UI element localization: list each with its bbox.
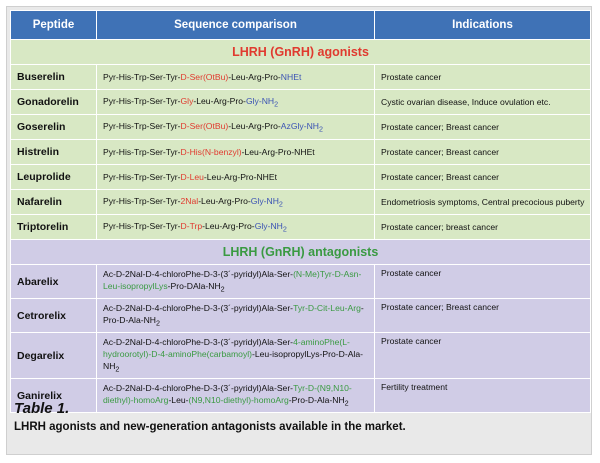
sequence-segment: 2 bbox=[319, 125, 323, 134]
sequence-segment: 2 bbox=[274, 100, 279, 109]
header-sequence: Sequence comparison bbox=[97, 11, 375, 40]
peptide-name: Triptorelin bbox=[11, 215, 97, 240]
table-row bbox=[11, 65, 591, 90]
header-indications: Indications bbox=[375, 11, 591, 40]
sequence-segment: -Leu-Arg-Pro- bbox=[228, 72, 281, 82]
sequence-segment: Gly bbox=[180, 95, 194, 106]
peptide-table bbox=[10, 10, 591, 413]
sequence-segment: 2 bbox=[344, 399, 349, 408]
peptide-name: Abarelix bbox=[11, 265, 97, 299]
sequence-segment: Pyr-His-Trp-Ser-Tyr- bbox=[103, 120, 181, 131]
sequence-segment: 4-aminoPhe(L-hydroorotyl)-D-4-aminoPhe(carbamoyl) bbox=[103, 336, 350, 359]
sequence-segment: Gly-NH bbox=[250, 195, 279, 206]
caption-title: Table 1. bbox=[14, 400, 70, 417]
table-row bbox=[11, 333, 591, 379]
peptide-name: Cetrorelix bbox=[11, 299, 97, 333]
peptide-name: Histrelin bbox=[11, 140, 97, 165]
sequence-cell bbox=[97, 115, 375, 140]
sequence-segment: Pyr-His-Trp-Ser-Tyr- bbox=[103, 72, 181, 82]
sequence-segment: Ac-D-2Nal-D-4-chloroPhe-D-3-(3´-pyridyl)Ala-Ser- bbox=[103, 268, 294, 279]
header-peptide: Peptide bbox=[11, 11, 97, 40]
sequence-segment: -Pro-D-Ala-NH bbox=[288, 394, 345, 405]
section-title-antagonists: LHRH (GnRH) antagonists bbox=[11, 240, 591, 265]
sequence-segment: D-Leu bbox=[180, 172, 204, 182]
peptide-name: Ganirelix bbox=[11, 379, 97, 413]
table-row bbox=[11, 165, 591, 190]
sequence-cell bbox=[97, 299, 375, 333]
sequence-segment: -Leu-Arg-Pro-NHEt bbox=[203, 172, 277, 182]
sequence-segment: NHEt bbox=[280, 72, 302, 82]
sequence-segment: Ac-D-2Nal-D-4-chloroPhe-D-3-(3´-pyridyl)Ala-Ser- bbox=[103, 336, 294, 347]
sequence-segment: D-Trp bbox=[180, 220, 203, 231]
table-row bbox=[11, 115, 591, 140]
sequence-segment: -Leu-Arg-Pro- bbox=[193, 95, 246, 106]
sequence-cell bbox=[97, 90, 375, 115]
indication-cell: Prostate cancer; Breast cancer bbox=[375, 115, 591, 140]
sequence-segment: 2 bbox=[156, 319, 160, 328]
table-row bbox=[11, 190, 591, 215]
peptide-name: Nafarelin bbox=[11, 190, 97, 215]
indication-cell: Prostate cancer; Breast cancer bbox=[375, 165, 591, 190]
sequence-cell bbox=[97, 265, 375, 299]
sequence-segment: 2 bbox=[282, 225, 287, 234]
sequence-segment: (N9,N10-diethyl)-homoArg bbox=[188, 394, 289, 405]
sequence-segment: -Leu-Arg-Pro-NHEt bbox=[241, 147, 315, 157]
table-row bbox=[11, 299, 591, 333]
sequence-segment: Ac-D-2Nal-D-4-chloroPhe-D-3-(3´-pyridyl)Ala-Ser- bbox=[103, 382, 294, 393]
sequence-segment: -Leu-Arg-Pro- bbox=[202, 220, 255, 231]
sequence-segment: AzGly-NH bbox=[280, 120, 319, 131]
indication-cell: Prostate cancer; Breast cancer bbox=[375, 140, 591, 165]
indication-cell: Prostate cancer bbox=[375, 333, 591, 379]
indication-cell: Prostate cancer bbox=[375, 65, 591, 90]
indication-cell: Cystic ovarian disease, Induce ovulation etc. bbox=[375, 90, 591, 115]
sequence-segment: -Leu-Arg-Pro- bbox=[228, 120, 281, 131]
sequence-segment: 2Nal bbox=[180, 195, 199, 206]
sequence-segment: Ac-D-2Nal-D-4-chloroPhe-D-3-(3´-pyridyl)Ala-Ser- bbox=[103, 302, 294, 313]
sequence-segment: 2 bbox=[278, 200, 283, 209]
sequence-segment: Pyr-His-Trp-Ser-Tyr- bbox=[103, 195, 181, 206]
table-row bbox=[11, 265, 591, 299]
table-caption bbox=[10, 400, 590, 433]
indication-cell: Prostate cancer; breast cancer bbox=[375, 215, 591, 240]
sequence-segment: Tyr-D-Cit-Leu-Arg bbox=[293, 302, 361, 313]
sequence-cell bbox=[97, 165, 375, 190]
peptide-name: Goserelin bbox=[11, 115, 97, 140]
peptide-name: Buserelin bbox=[11, 65, 97, 90]
sequence-segment: 2 bbox=[115, 365, 120, 374]
table-row bbox=[11, 140, 591, 165]
table-header-row bbox=[11, 11, 591, 40]
indication-cell: Fertility treatment bbox=[375, 379, 591, 413]
sequence-cell bbox=[97, 65, 375, 90]
sequence-segment: -Leu-isopropylLys-Pro-D-Ala-NH bbox=[103, 348, 363, 371]
sequence-segment: -Leu-Arg-Pro- bbox=[198, 195, 251, 206]
sequence-segment: D-His(N-benzyl) bbox=[180, 147, 242, 157]
sequence-segment: Pyr-His-Trp-Ser-Tyr- bbox=[103, 172, 181, 182]
sequence-segment: Pyr-His-Trp-Ser-Tyr- bbox=[103, 220, 181, 231]
section-row-agonists bbox=[11, 40, 591, 65]
peptide-name: Degarelix bbox=[11, 333, 97, 379]
sequence-segment: (N-Me)Tyr-D-Asn- bbox=[293, 268, 362, 279]
sequence-segment: -Leu- bbox=[168, 394, 189, 405]
sequence-segment: Leu-isopropylLys bbox=[103, 280, 168, 291]
sequence-cell bbox=[97, 190, 375, 215]
antagonists-section bbox=[11, 240, 591, 413]
sequence-segment: Tyr-D-(N9,N10-diethyl)-homoArg bbox=[103, 382, 352, 405]
caption-text: LHRH agonists and new-generation antagonists available in the market. bbox=[14, 421, 406, 433]
sequence-segment: Pyr-His-Trp-Ser-Tyr- bbox=[103, 95, 181, 106]
sequence-segment: -Pro-D-Ala-NH bbox=[103, 302, 364, 325]
sequence-segment: Pyr-His-Trp-Ser-Tyr- bbox=[103, 147, 181, 157]
sequence-segment: D-Ser(OtBu) bbox=[180, 72, 229, 82]
peptide-name: Gonadorelin bbox=[11, 90, 97, 115]
peptide-name: Leuprolide bbox=[11, 165, 97, 190]
table-row bbox=[11, 90, 591, 115]
indication-cell: Endometriosis symptoms, Central precocious puberty bbox=[375, 190, 591, 215]
agonists-section bbox=[11, 40, 591, 240]
sequence-segment: -Pro-DAla-NH bbox=[167, 280, 221, 291]
indication-cell: Prostate cancer; Breast cancer bbox=[375, 299, 591, 333]
section-row-antagonists bbox=[11, 240, 591, 265]
sequence-cell bbox=[97, 215, 375, 240]
section-title-agonists: LHRH (GnRH) agonists bbox=[11, 40, 591, 65]
sequence-segment: 2 bbox=[220, 285, 225, 294]
sequence-segment: Gly-NH bbox=[245, 95, 275, 106]
sequence-segment: D-Ser(OtBu) bbox=[180, 120, 229, 131]
indication-cell: Prostate cancer bbox=[375, 265, 591, 299]
sequence-cell bbox=[97, 140, 375, 165]
sequence-cell bbox=[97, 333, 375, 379]
table-row bbox=[11, 215, 591, 240]
sequence-segment: Gly-NH bbox=[254, 220, 283, 231]
